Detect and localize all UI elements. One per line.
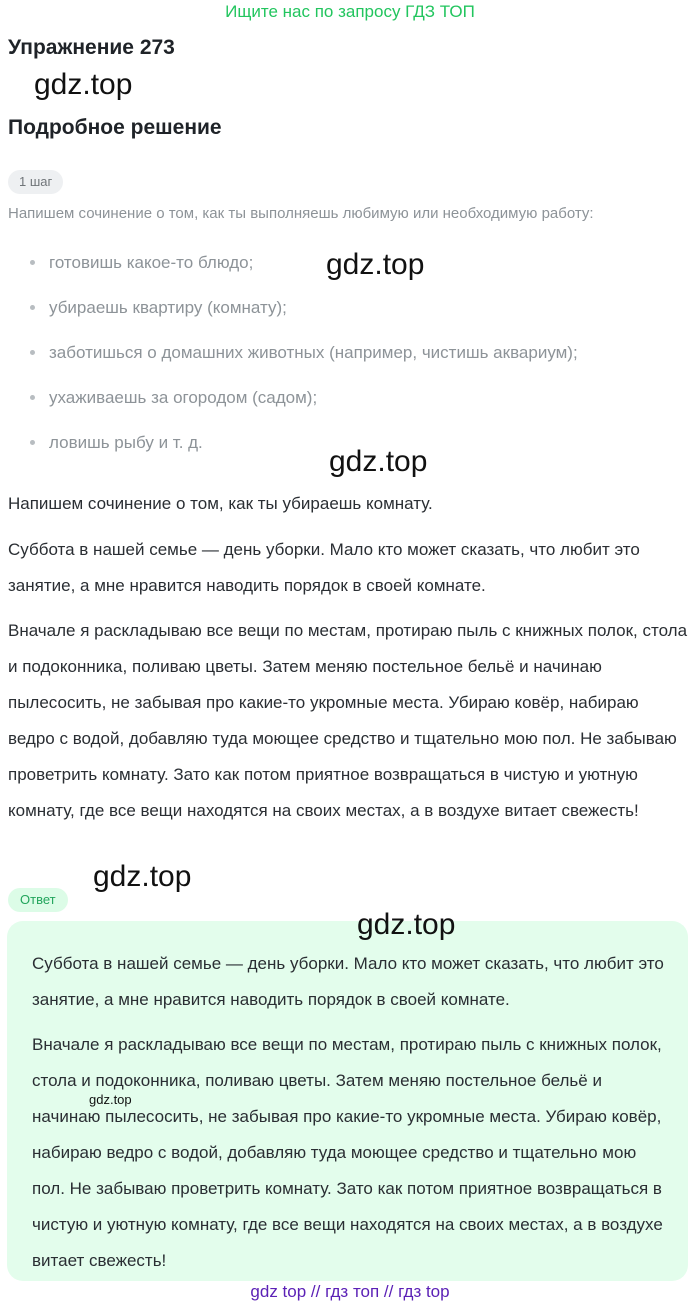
list-item [0, 330, 690, 375]
list-item-text: готовишь какое-то блюдо; [49, 252, 254, 272]
answer-paragraph-1: Суббота в нашей семье — день уборки. Мало кто может сказать, что любит это занятие, а мне нравится наводить порядок в своей комнате. [32, 954, 664, 1009]
watermark: gdz.top [329, 445, 428, 478]
list-item [0, 285, 690, 330]
page-title: Упражнение 273 [8, 36, 175, 59]
list-item-text: убираешь квартиру (комнату); [49, 297, 287, 317]
list-item [0, 375, 690, 420]
top-banner: Ищите нас по запросу ГДЗ ТОП [225, 2, 475, 21]
body-lead: Напишем сочинение о том, как ты убираешь комнату. [8, 494, 433, 513]
body-paragraph-2: Вначале я раскладываю все вещи по местам, протираю пыль с книжных полок, стола и подоконника, поливаю цветы. Затем меняю постельное бельё и начинаю пылесосить, не забывая про какие-то укромные места. Убираю ковёр, набираю ведро с водой, добавляю туда моющее средство и тщательно мою пол. Не забываю проветрить комнату. Зато как потом приятное возвращаться в чистую и уютную комнату, где все вещи находятся на своих местах, а в воздухе витает свежесть! [8, 621, 688, 820]
list-item-text: ловишь рыбу и т. д. [49, 432, 203, 452]
watermark: gdz.top [357, 908, 456, 941]
list-item-text: ухаживаешь за огородом (садом); [49, 387, 318, 407]
body-paragraph-1: Суббота в нашей семье — день уборки. Мало кто может сказать, что любит это занятие, а мне нравится наводить порядок в своей комнате. [8, 540, 640, 595]
section-title: Подробное решение [8, 116, 222, 139]
watermark: gdz.top [326, 248, 425, 281]
step-badge: 1 шаг [8, 170, 63, 194]
list-item-text: заботишься о домашних животных (например, чистишь аквариум); [49, 342, 578, 362]
bullet-dot-icon [30, 305, 35, 310]
bullet-dot-icon [30, 260, 35, 265]
footer-links[interactable]: gdz top // гдз топ // гдз top [250, 1282, 450, 1301]
intro-text: Напишем сочинение о том, как ты выполняешь любимую или необходимую работу: [8, 205, 594, 222]
bullet-dot-icon [30, 395, 35, 400]
answer-paragraph-2: Вначале я раскладываю все вещи по местам, протираю пыль с книжных полок, стола и подоконника, поливаю цветы. Затем меняю постельное бельё и начинаю пылесосить, не забывая про какие-то укромные места. Убираю ковёр, набираю ведро с водой, добавляю туда моющее средство и тщательно мою пол. Не забываю проветрить комнату. Зато как потом приятное возвращаться в чистую и уютную комнату, где все вещи находятся на своих местах, а в воздухе витает свежесть! [32, 1035, 663, 1270]
answer-badge: Ответ [8, 888, 68, 912]
watermark: gdz.top [93, 860, 192, 893]
watermark: gdz.top [34, 68, 133, 101]
bullet-dot-icon [30, 440, 35, 445]
watermark: gdz.top [89, 1092, 132, 1107]
bullet-dot-icon [30, 350, 35, 355]
